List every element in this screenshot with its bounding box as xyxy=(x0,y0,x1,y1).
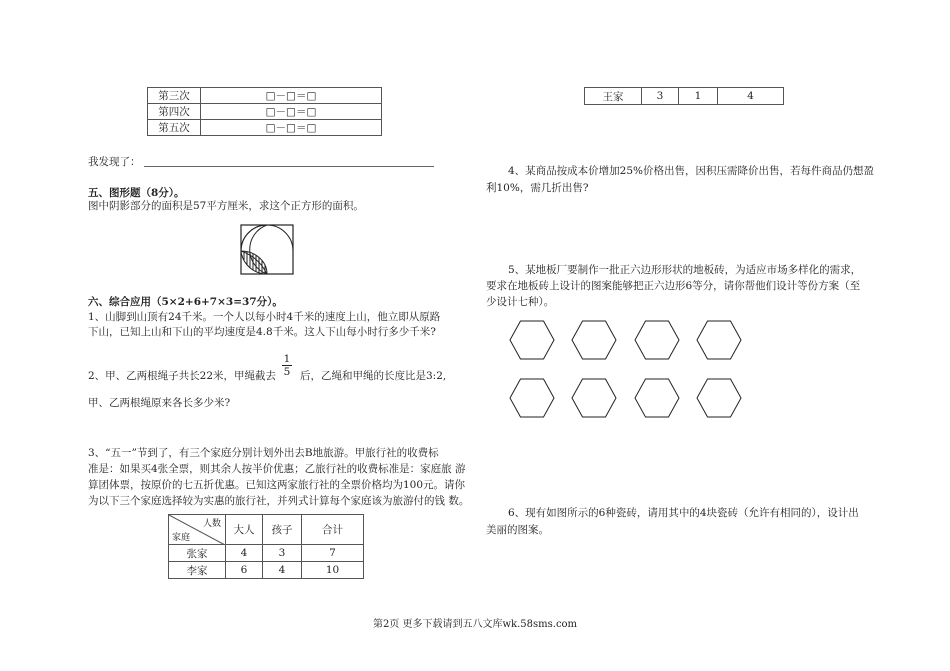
family-cell: 王家 xyxy=(585,88,642,105)
wang-row-table xyxy=(584,87,784,105)
q2-fraction xyxy=(282,353,292,378)
fraction-denominator: 5 xyxy=(283,366,291,378)
q2-line2: 甲、乙两根绳原来各长多少米? xyxy=(88,397,231,409)
family-cell: 张家 xyxy=(169,545,226,562)
children-cell: 4 xyxy=(263,562,302,579)
fraction-numerator: 1 xyxy=(283,353,291,365)
table-row xyxy=(169,562,364,579)
column-header: 大人 xyxy=(226,515,263,545)
q4-line1: 4、某商品按成本价增加25%价格出售，因积压需降价出售，若每件商品仍想盈 xyxy=(508,165,875,177)
table-row xyxy=(148,88,382,104)
children-cell: 3 xyxy=(263,545,302,562)
attempt-table xyxy=(147,87,382,136)
hexagon-shape xyxy=(509,378,555,418)
discovery-answer-line[interactable] xyxy=(144,166,434,167)
attempt-label: 第四次 xyxy=(148,104,201,120)
family-cell: 李家 xyxy=(169,562,226,579)
q3-line4: 为以下三个家庭选择较为实惠的旅行社，并列式计算每个家庭该为旅游付的钱 数。 xyxy=(88,495,470,507)
column-header: 合计 xyxy=(302,515,364,545)
q5-line1: 5、某地板厂要制作一批正六边形形状的地板砖，为适应市场多样化的需求， xyxy=(508,264,862,276)
attempt-formula: □－□＝□ xyxy=(201,120,382,136)
q2-part2: 后，乙绳和甲绳的长度比是3:2, xyxy=(300,370,447,382)
attempt-formula: □－□＝□ xyxy=(201,104,382,120)
corner-bottom-label: 家庭 xyxy=(172,533,191,543)
attempt-formula: □－□＝□ xyxy=(201,88,382,104)
shaded-square-figure xyxy=(240,224,296,276)
q1-line2: 下山，已知上山和下山的平均速度是4.8千米。这人下山每小时行多少千米? xyxy=(88,326,436,338)
family-table xyxy=(168,514,364,579)
adults-cell: 6 xyxy=(226,562,263,579)
q4-line2: 利10%，需几折出售? xyxy=(486,182,589,194)
hexagon-shape xyxy=(696,320,742,360)
corner-top-label: 人数 xyxy=(202,519,221,529)
section6-title: 六、综合应用（5×2+6+7×3=37分）。 xyxy=(88,296,283,308)
q3-line3: 算团体票，按原价的七五折优惠。已知这两家旅行社的全票价格均为100元。请你 xyxy=(88,479,466,491)
q2-part1: 2、甲、乙两根绳子共长22米，甲绳截去 xyxy=(88,370,277,382)
q6-line1: 6、现有如图所示的6种瓷砖，请用其中的4块瓷砖（允许有相同的），设计出 xyxy=(508,507,859,519)
hexagon-shape xyxy=(571,320,617,360)
q1-line1: 1、山脚到山顶有24千米。一个人以每小时4千米的速度上山，他立即从原路 xyxy=(88,311,441,323)
table-row xyxy=(585,88,784,105)
children-cell: 1 xyxy=(679,88,718,105)
section5-question: 图中阴影部分的面积是57平方厘米，求这个正方形的面积。 xyxy=(88,200,364,212)
adults-cell: 4 xyxy=(226,545,263,562)
hexagon-shape xyxy=(634,378,680,418)
hexagon-shape xyxy=(571,378,617,418)
q5-line3: 少设计七种）。 xyxy=(486,296,555,308)
total-cell: 7 xyxy=(302,545,364,562)
total-cell: 4 xyxy=(718,88,784,105)
hexagon-shape xyxy=(509,320,555,360)
hexagon-shape xyxy=(634,320,680,360)
discovery-label: 我发现了： xyxy=(88,156,141,168)
adults-cell: 3 xyxy=(642,88,679,105)
page-footer: 第2页 更多下载请到五八文库wk.58sms.com xyxy=(372,619,578,630)
q3-line1: 3、“五一”节到了，有三个家庭分别计划外出去B地旅游。甲旅行社的收费标 xyxy=(88,447,439,459)
attempt-label: 第三次 xyxy=(148,88,201,104)
table-corner-cell xyxy=(169,515,226,545)
column-header: 孩子 xyxy=(263,515,302,545)
total-cell: 10 xyxy=(302,562,364,579)
q3-line2: 准是：如果买4张全票，则其余人按半价优惠；乙旅行社的收费标准是：家庭旅 游 xyxy=(88,463,466,475)
hexagon-shape xyxy=(696,378,742,418)
table-row xyxy=(148,104,382,120)
attempt-label: 第五次 xyxy=(148,120,201,136)
q5-line2: 要求在地板砖上设计的图案能够把正六边形6等分，请你帮他们设计等份方案（至 xyxy=(486,280,861,292)
table-row xyxy=(148,120,382,136)
section5-title: 五、图形题（8分）。 xyxy=(88,187,185,199)
q6-line2: 美丽的图案。 xyxy=(486,524,549,536)
table-row xyxy=(169,545,364,562)
table-header-row xyxy=(169,515,364,545)
